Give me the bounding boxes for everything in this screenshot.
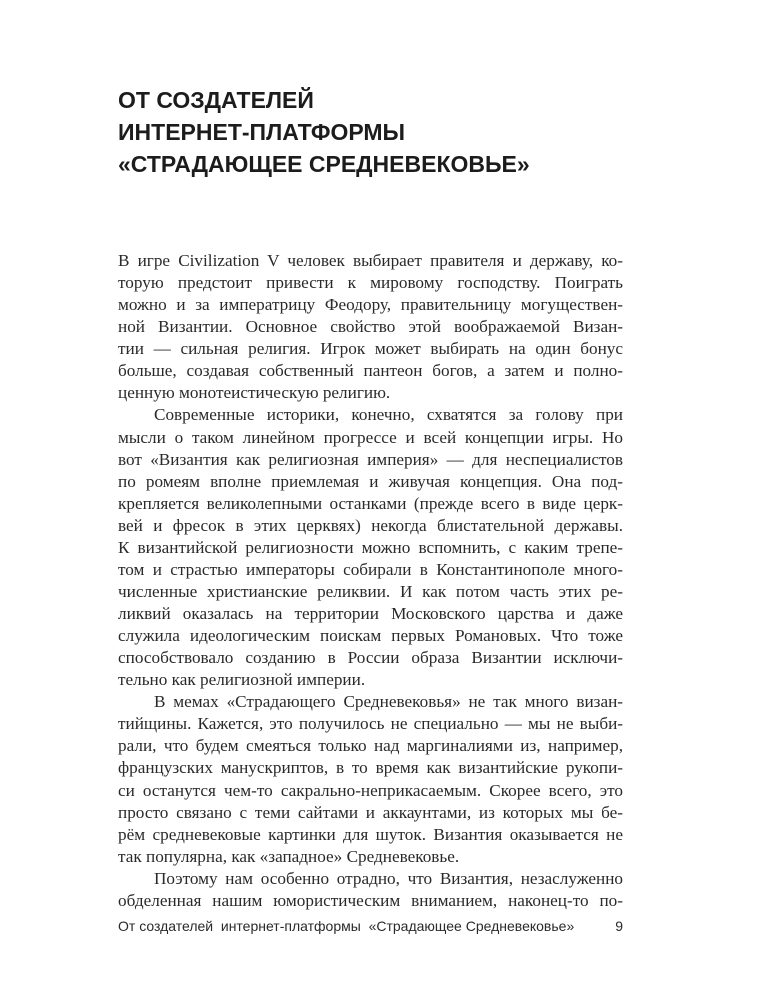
text-line: обделенная нашим юмористическим вниманием, наконец-то по- <box>118 890 623 910</box>
text-line: Поэтому нам особенно отрадно, что Византия, незаслуженно <box>154 868 623 888</box>
text-line: служила идеологическим поискам первых Романовых. Что тоже <box>118 626 623 646</box>
text-line: си останутся чем-то сакрально-неприкасаемым. Скорее всего, это <box>118 780 623 800</box>
text-line: способствовало созданию в России образа Византии исключи- <box>118 648 623 668</box>
running-title: От создателей интернет-платформы «Страдающее Средневековье» <box>118 918 575 934</box>
text-line: ценную монотеистическую религию. <box>118 383 391 403</box>
text-line: численные христианские реликвии. И как потом часть этих ре- <box>118 581 623 601</box>
chapter-title-line: «СТРАДАЮЩЕЕ СРЕДНЕВЕКОВЬЕ» <box>118 151 530 177</box>
text-line: по ромеям вполне приемлемая и живучая концепция. Она под- <box>118 471 623 491</box>
text-line: просто связано с теми сайтами и аккаунтами, из которых мы бе- <box>118 802 623 822</box>
text-line: французских манускриптов, в то время как византийские рукопи- <box>118 758 623 778</box>
text-line: том и страстью императоры собирали в Константинополе много- <box>118 559 623 579</box>
text-line: ликвий оказалась на территории Московского царства и даже <box>118 604 623 623</box>
text-line: В игре Civilization V человек выбирает правителя и державу, ко- <box>118 251 623 270</box>
text-line: Современные историки, конечно, схватятся за голову при <box>154 405 623 425</box>
text-line: В мемах «Страдающего Средневековья» не так много визан- <box>154 692 623 712</box>
text-line: вей и фресок в этих церквях) некогда блистательной державы. <box>118 515 623 535</box>
text-line: тии — сильная религия. Игрок может выбирать на один бонус <box>118 339 623 359</box>
text-line: тельно как религиозной империи. <box>118 670 366 690</box>
text-line: можно и за императрицу Феодору, правительницу могуществен- <box>118 295 623 315</box>
text-line: крепляется великолепными останками (прежде всего в виде церк- <box>118 493 623 513</box>
page-number: 9 <box>615 918 623 934</box>
text-line: так популярна, как «западное» Средневековье. <box>118 846 460 866</box>
text-line: тийщины. Кажется, это получилось не специально — мы не выби- <box>118 714 623 734</box>
text-line: рём средневековые картинки для шуток. Византия оказывается не <box>118 824 623 844</box>
text-line: рали, что будем смеяться только над маргиналиями из, например, <box>118 736 623 756</box>
page-footer <box>118 918 623 934</box>
body-text <box>118 250 623 912</box>
text-line: больше, создавая собственный пантеон богов, а затем и полно- <box>118 361 623 381</box>
text-line: торую предстоит привести к мировому господству. Поиграть <box>118 273 623 293</box>
chapter-title-line: ИНТЕРНЕТ-ПЛАТФОРМЫ <box>118 119 406 145</box>
chapter-title-line: ОТ СОЗДАТЕЛЕЙ <box>118 87 314 113</box>
text-line: мысли о таком линейном прогрессе и всей концепции игры. Но <box>118 427 623 447</box>
chapter-title <box>118 84 530 180</box>
text-line: вот «Византия как религиозная империя» — для неспециалистов <box>118 449 623 469</box>
text-line: ной Византии. Основное свойство этой воображаемой Визан- <box>118 317 623 337</box>
text-line: К византийской религиозности можно вспомнить, с каким трепе- <box>118 537 623 557</box>
